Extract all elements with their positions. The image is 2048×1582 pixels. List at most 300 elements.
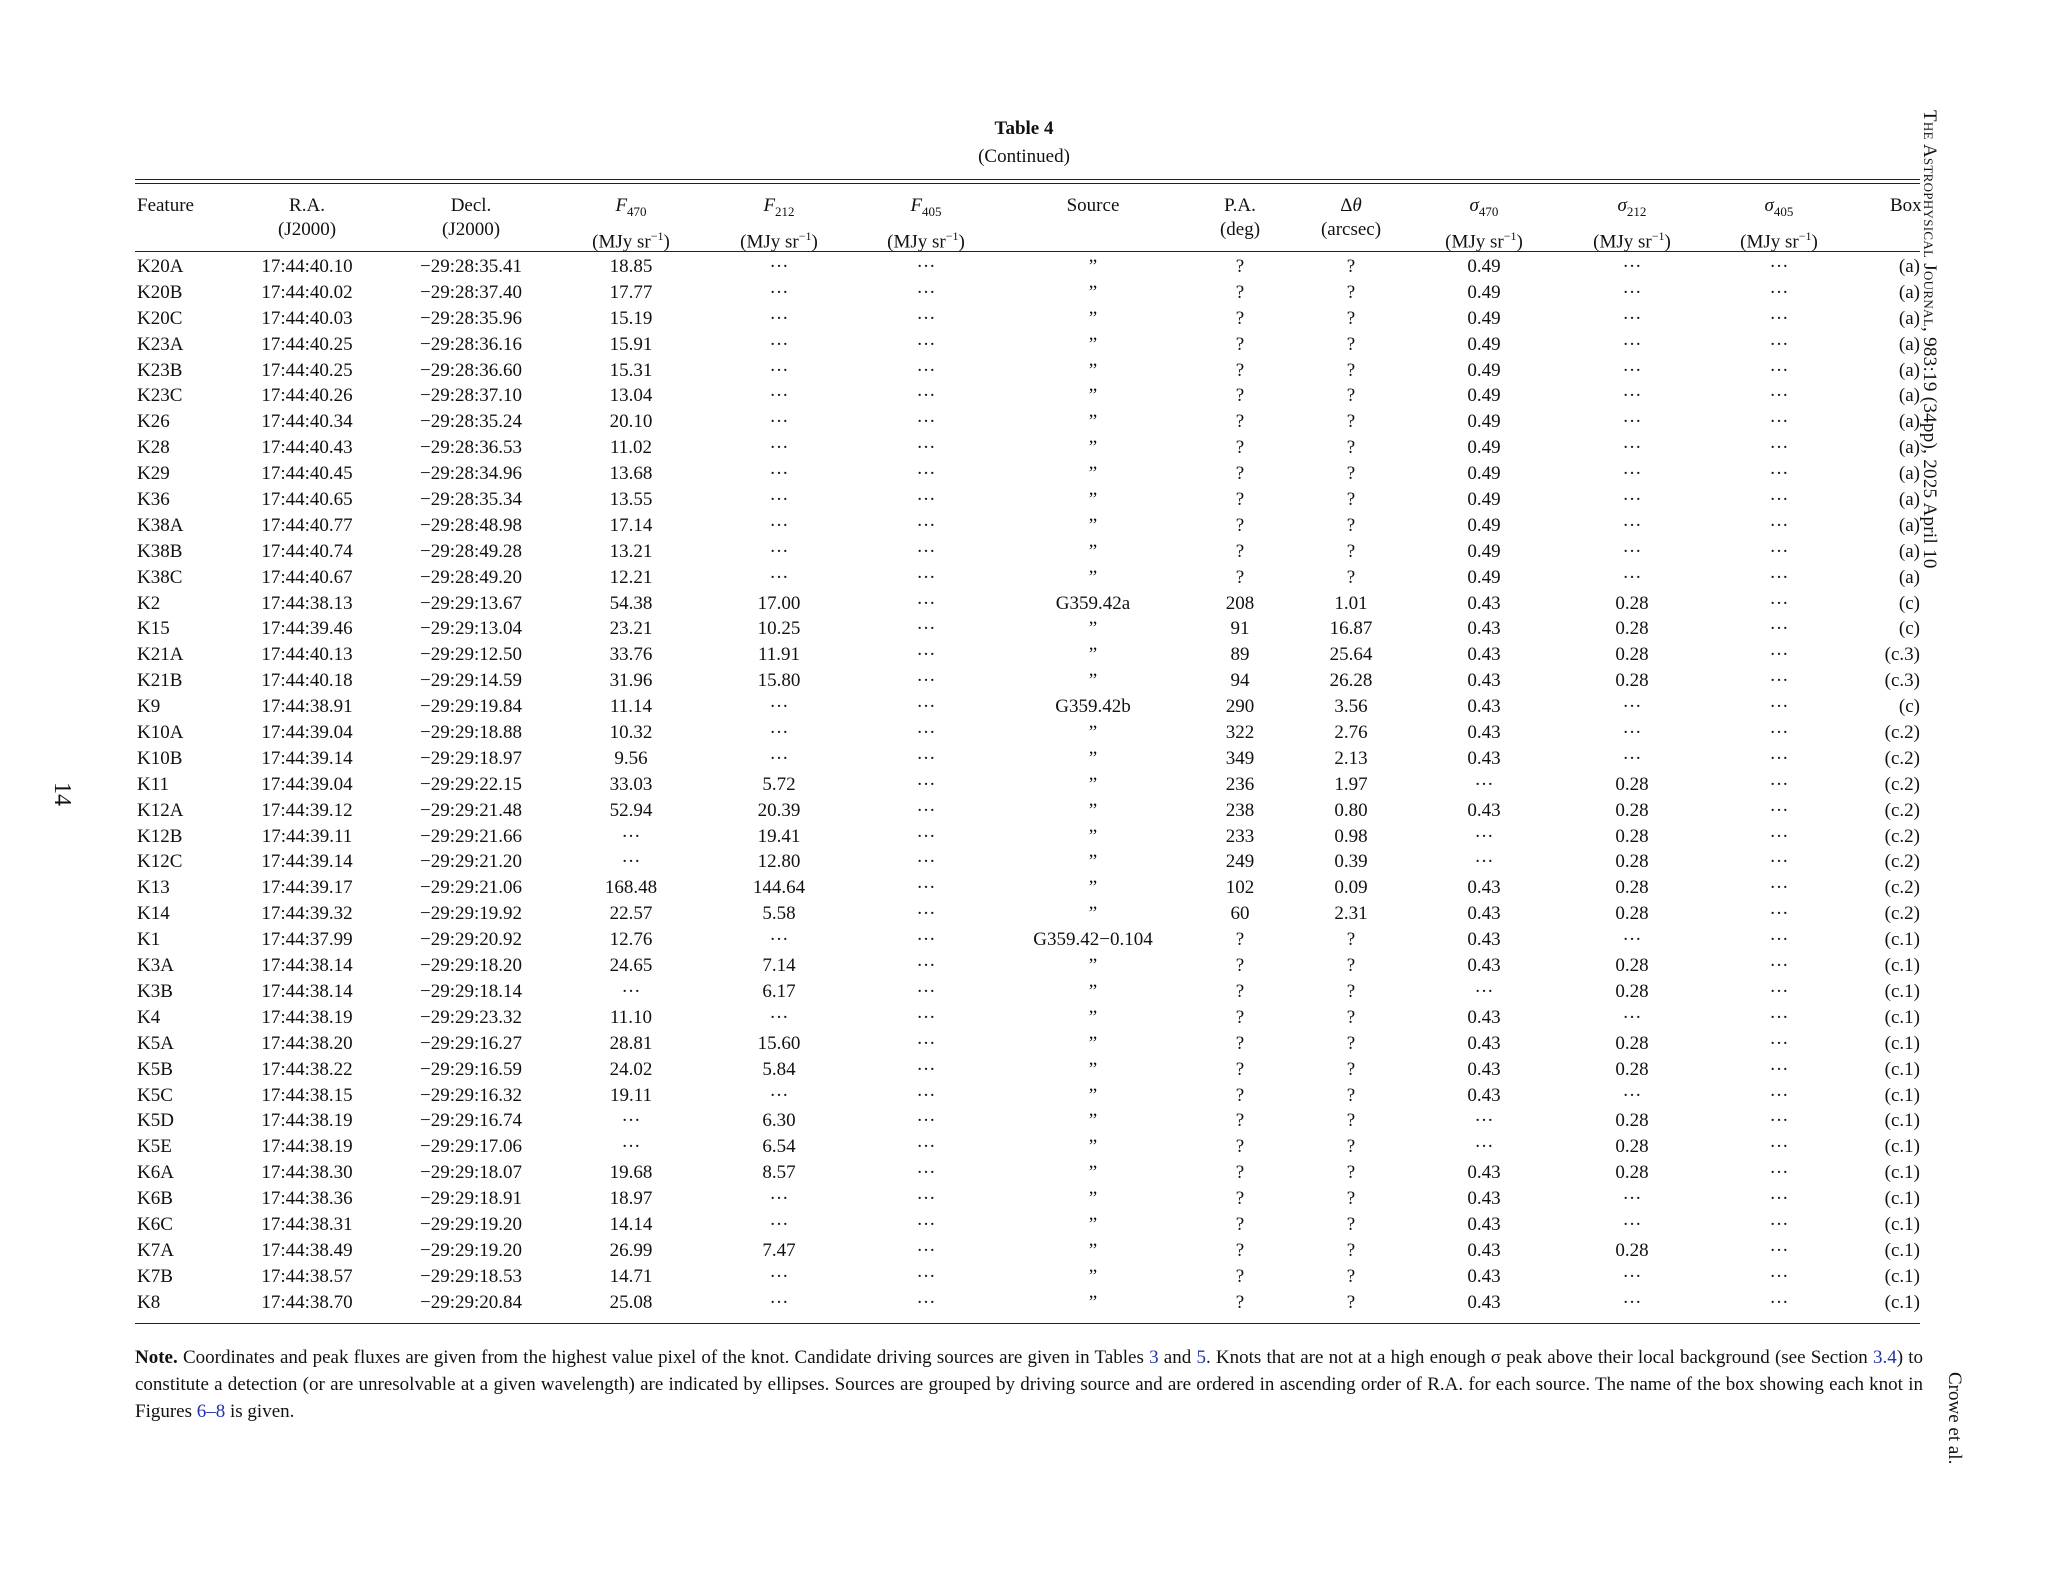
cell-box: (c.2) (1884, 877, 1920, 899)
cell-f470: 11.02 (609, 437, 653, 459)
cell-sigma470: 0.49 (1467, 256, 1501, 277)
cell-decl: −29:28:49.28 (419, 540, 523, 562)
cell-ra: 17:44:38.19 (261, 1110, 353, 1132)
cell-pa: ? (1235, 540, 1245, 562)
cell-f212: ··· (769, 1084, 789, 1106)
cell-pa: ? (1235, 1136, 1245, 1158)
cell-ra: 17:44:40.74 (261, 540, 353, 562)
cell-f470: 11.14 (609, 696, 653, 718)
cell-box: (c) (1898, 696, 1920, 718)
top-rule-2 (135, 183, 1920, 184)
table3-link[interactable]: 3 (1149, 1347, 1159, 1368)
table-row (0, 1031, 2048, 1057)
cell-f405: ··· (916, 955, 936, 977)
cell-box: (c.2) (1884, 825, 1920, 847)
cell-decl: −29:28:35.34 (419, 489, 523, 511)
cell-sigma405: ··· (1769, 307, 1789, 329)
cell-source: ” (1088, 980, 1098, 1002)
cell-decl: −29:29:17.06 (419, 1136, 523, 1158)
cell-sigma405: ··· (1769, 903, 1789, 925)
cell-pa: ? (1235, 489, 1245, 511)
cell-sigma212: ··· (1622, 1213, 1642, 1235)
header-sigma212: $\sigma_{212}$ (MJy $sr^{-1}$) (1593, 195, 1671, 253)
cell-sigma212: ··· (1622, 281, 1642, 303)
cell-sigma405: ··· (1769, 333, 1789, 355)
table5-link[interactable]: 5 (1196, 1347, 1206, 1368)
cell-pa: ? (1235, 281, 1245, 303)
header-rule (135, 251, 1920, 252)
cell-sigma470: 0.49 (1467, 385, 1501, 407)
cell-feature: K23A (137, 333, 184, 355)
cell-pa: ? (1235, 1213, 1245, 1235)
cell-ra: 17:44:40.45 (261, 463, 353, 485)
cell-decl: −29:29:18.97 (419, 747, 523, 769)
cell-source: ” (1088, 747, 1098, 769)
cell-f405: ··· (916, 929, 936, 951)
cell-f470: 168.48 (604, 877, 658, 899)
cell-sigma405: ··· (1769, 955, 1789, 977)
cell-sigma470: 0.49 (1467, 489, 1501, 511)
cell-pa: 91 (1230, 618, 1250, 640)
cell-f470: 33.76 (609, 644, 653, 666)
cell-sigma470: ··· (1474, 1110, 1494, 1132)
cell-sigma212: ··· (1622, 1188, 1642, 1210)
cell-pa: ? (1235, 955, 1245, 977)
cell-pa: ? (1235, 1162, 1245, 1184)
cell-source: ” (1088, 411, 1098, 433)
cell-sigma470: 0.43 (1467, 1162, 1501, 1184)
cell-dtheta: ? (1346, 359, 1356, 381)
table-title: Table 4 (994, 118, 1054, 139)
cell-dtheta: ? (1346, 307, 1356, 329)
cell-box: (c.1) (1884, 1084, 1920, 1106)
cell-dtheta: ? (1346, 566, 1356, 588)
cell-source: ” (1088, 618, 1098, 640)
cell-ra: 17:44:40.77 (261, 514, 353, 536)
cell-sigma405: ··· (1769, 1084, 1789, 1106)
cell-f405: ··· (916, 1213, 936, 1235)
cell-source: ” (1088, 825, 1098, 847)
cell-feature: K5C (137, 1084, 173, 1106)
cell-decl: −29:28:36.16 (419, 333, 523, 355)
cell-feature: K7A (137, 1239, 174, 1261)
bottom-rule (135, 1323, 1920, 1324)
cell-pa: 208 (1225, 592, 1255, 614)
table-row (0, 280, 2048, 306)
cell-f470: 22.57 (609, 903, 653, 925)
cell-decl: −29:28:48.98 (419, 514, 523, 536)
cell-feature: K10A (137, 722, 184, 744)
cell-sigma405: ··· (1769, 385, 1789, 407)
cell-f470: 13.68 (609, 463, 653, 485)
cell-box: (c.1) (1884, 1188, 1920, 1210)
cell-pa: ? (1235, 307, 1245, 329)
top-rule-1 (135, 179, 1920, 180)
header-f405: $F_{405}$ (MJy $sr^{-1}$) (887, 195, 965, 253)
cell-f470: 19.11 (609, 1084, 653, 1106)
cell-decl: −29:29:14.59 (419, 670, 523, 692)
cell-feature: K21A (137, 644, 184, 666)
cell-box: (c.1) (1884, 1239, 1920, 1261)
cell-box: (c.1) (1884, 929, 1920, 951)
cell-f405: ··· (916, 1084, 936, 1106)
cell-sigma212: ··· (1622, 463, 1642, 485)
cell-f405: ··· (916, 463, 936, 485)
cell-sigma405: ··· (1769, 1213, 1789, 1235)
cell-ra: 17:44:38.57 (261, 1265, 353, 1287)
cell-f212: 8.57 (762, 1162, 796, 1184)
header-feature: Feature (137, 195, 194, 216)
cell-source: ” (1088, 1136, 1098, 1158)
cell-sigma212: 0.28 (1615, 1136, 1649, 1158)
cell-ra: 17:44:40.43 (261, 437, 353, 459)
cell-decl: −29:29:20.92 (419, 929, 523, 951)
cell-box: (a) (1898, 281, 1920, 303)
cell-source: G359.42a (1055, 592, 1131, 614)
cell-f470: ··· (621, 1110, 641, 1132)
header-box: Box (1890, 195, 1922, 216)
cell-pa: 290 (1225, 696, 1255, 718)
cell-ra: 17:44:40.34 (261, 411, 353, 433)
cell-decl: −29:28:34.96 (419, 463, 523, 485)
cell-decl: −29:29:21.48 (419, 799, 523, 821)
cell-sigma212: 0.28 (1615, 1239, 1649, 1261)
cell-dtheta: ? (1346, 281, 1356, 303)
cell-f212: 15.80 (757, 670, 801, 692)
cell-pa: ? (1235, 333, 1245, 355)
cell-f212: ··· (769, 566, 789, 588)
cell-source: ” (1088, 566, 1098, 588)
cell-source: ” (1088, 1006, 1098, 1028)
cell-f212: 6.17 (762, 980, 796, 1002)
cell-sigma405: ··· (1769, 1110, 1789, 1132)
cell-feature: K6A (137, 1162, 174, 1184)
cell-f470: 15.31 (609, 359, 653, 381)
cell-f212: ··· (769, 1188, 789, 1210)
cell-f405: ··· (916, 1006, 936, 1028)
cell-feature: K15 (137, 618, 170, 640)
cell-source: ” (1088, 437, 1098, 459)
cell-sigma405: ··· (1769, 540, 1789, 562)
table-row (0, 1186, 2048, 1212)
table-row (0, 1264, 2048, 1290)
table-row (0, 435, 2048, 461)
cell-sigma470: 0.49 (1467, 437, 1501, 459)
cell-sigma470: 0.49 (1467, 333, 1501, 355)
cell-source: ” (1088, 773, 1098, 795)
cell-pa: ? (1235, 359, 1245, 381)
cell-f212: 19.41 (757, 825, 801, 847)
cell-feature: K3B (137, 980, 173, 1002)
cell-pa: 249 (1225, 851, 1255, 873)
citation: , 983:19 (34pp), 2025 April 10 (1919, 326, 1940, 569)
cell-sigma212: 0.28 (1615, 1110, 1649, 1132)
cell-dtheta: ? (1346, 955, 1356, 977)
cell-sigma470: 0.43 (1467, 722, 1501, 744)
cell-decl: −29:29:21.06 (419, 877, 523, 899)
figures-link[interactable]: 6–8 (196, 1401, 226, 1422)
cell-decl: −29:29:18.88 (419, 722, 523, 744)
cell-sigma405: ··· (1769, 489, 1789, 511)
cell-pa: ? (1235, 1291, 1245, 1313)
cell-feature: K5E (137, 1136, 172, 1158)
cell-sigma470: 0.49 (1467, 566, 1501, 588)
cell-f212: ··· (769, 256, 789, 277)
cell-f470: ··· (621, 980, 641, 1002)
cell-sigma405: ··· (1769, 696, 1789, 718)
cell-sigma212: ··· (1622, 333, 1642, 355)
cell-sigma212: ··· (1622, 1291, 1642, 1313)
cell-sigma470: 0.43 (1467, 1006, 1501, 1028)
cell-dtheta: ? (1346, 1213, 1356, 1235)
cell-ra: 17:44:40.26 (261, 385, 353, 407)
cell-f470: 9.56 (614, 747, 648, 769)
table-row (0, 1212, 2048, 1238)
table-row (0, 383, 2048, 409)
table-row (0, 953, 2048, 979)
cell-pa: 236 (1225, 773, 1255, 795)
cell-f212: ··· (769, 747, 789, 769)
table-row (0, 901, 2048, 927)
table-row (0, 539, 2048, 565)
cell-ra: 17:44:38.30 (261, 1162, 353, 1184)
cell-dtheta: 0.39 (1334, 851, 1368, 873)
cell-sigma212: ··· (1622, 540, 1642, 562)
header-dtheta: Δθ (arcsec) (1320, 195, 1382, 240)
cell-f405: ··· (916, 1058, 936, 1080)
cell-decl: −29:28:49.20 (419, 566, 523, 588)
cell-f212: 7.47 (762, 1239, 796, 1261)
cell-box: (c.2) (1884, 799, 1920, 821)
cell-sigma470: ··· (1474, 773, 1494, 795)
cell-f470: 14.14 (609, 1213, 653, 1235)
cell-feature: K3A (137, 955, 174, 977)
cell-f212: ··· (769, 359, 789, 381)
cell-f405: ··· (916, 722, 936, 744)
cell-dtheta: 26.28 (1329, 670, 1373, 692)
table-body (0, 254, 2048, 1316)
cell-f470: 19.68 (609, 1162, 653, 1184)
cell-f212: ··· (769, 385, 789, 407)
cell-box: (a) (1898, 385, 1920, 407)
cell-sigma212: 0.28 (1615, 980, 1649, 1002)
cell-pa: 322 (1225, 722, 1255, 744)
cell-f470: 17.77 (609, 281, 653, 303)
cell-sigma405: ··· (1769, 1006, 1789, 1028)
cell-sigma212: ··· (1622, 929, 1642, 951)
cell-sigma212: ··· (1622, 1265, 1642, 1287)
cell-box: (c.1) (1884, 1291, 1920, 1313)
cell-f212: 5.84 (762, 1058, 796, 1080)
header-sigma470: $\sigma_{470}$ (MJy $sr^{-1}$) (1445, 195, 1523, 253)
cell-ra: 17:44:39.14 (261, 747, 353, 769)
cell-decl: −29:29:19.20 (419, 1213, 523, 1235)
cell-dtheta: ? (1346, 437, 1356, 459)
cell-box: (c) (1898, 618, 1920, 640)
cell-feature: K2 (137, 592, 161, 614)
cell-decl: −29:28:37.10 (419, 385, 523, 407)
cell-source: ” (1088, 256, 1098, 277)
cell-feature: K1 (137, 929, 161, 951)
cell-f470: 25.08 (609, 1291, 653, 1313)
cell-f212: 7.14 (762, 955, 796, 977)
table-row (0, 616, 2048, 642)
cell-source: ” (1088, 385, 1098, 407)
cell-sigma405: ··· (1769, 1239, 1789, 1261)
cell-decl: −29:29:21.20 (419, 851, 523, 873)
table-subtitle: (Continued) (978, 146, 1070, 167)
cell-sigma212: 0.28 (1615, 773, 1649, 795)
cell-ra: 17:44:38.15 (261, 1084, 353, 1106)
cell-f470: 12.21 (609, 566, 653, 588)
cell-sigma212: ··· (1622, 747, 1642, 769)
cell-source: ” (1088, 489, 1098, 511)
cell-pa: ? (1235, 463, 1245, 485)
section-link[interactable]: 3.4 (1872, 1347, 1897, 1368)
cell-box: (c.1) (1884, 1136, 1920, 1158)
table-row (0, 979, 2048, 1005)
cell-f212: ··· (769, 929, 789, 951)
cell-f470: 33.03 (609, 773, 653, 795)
cell-dtheta: 2.13 (1334, 747, 1368, 769)
cell-sigma405: ··· (1769, 256, 1789, 277)
cell-feature: K12C (137, 851, 183, 873)
journal-name: The Astrophysical Journal (1919, 110, 1940, 327)
page-number: 14 (49, 782, 75, 806)
cell-f470: 10.32 (609, 722, 653, 744)
cell-box: (c.1) (1884, 1162, 1920, 1184)
cell-ra: 17:44:39.04 (261, 773, 353, 795)
cell-dtheta: ? (1346, 929, 1356, 951)
cell-pa: 94 (1230, 670, 1250, 692)
cell-dtheta: 0.09 (1334, 877, 1368, 899)
cell-pa: ? (1235, 1188, 1245, 1210)
cell-sigma405: ··· (1769, 825, 1789, 847)
cell-feature: K4 (137, 1006, 161, 1028)
cell-source: ” (1088, 644, 1098, 666)
cell-source: ” (1088, 799, 1098, 821)
cell-f405: ··· (916, 307, 936, 329)
cell-source: ” (1088, 1058, 1098, 1080)
cell-ra: 17:44:40.25 (261, 333, 353, 355)
cell-sigma470: 0.43 (1467, 644, 1501, 666)
cell-pa: ? (1235, 1058, 1245, 1080)
cell-sigma470: 0.43 (1467, 1032, 1501, 1054)
cell-f470: 13.04 (609, 385, 653, 407)
cell-box: (c.3) (1884, 644, 1920, 666)
cell-dtheta: ? (1346, 256, 1356, 277)
cell-f405: ··· (916, 747, 936, 769)
cell-decl: −29:29:13.04 (419, 618, 523, 640)
cell-feature: K10B (137, 747, 183, 769)
cell-sigma405: ··· (1769, 644, 1789, 666)
cell-decl: −29:28:35.24 (419, 411, 523, 433)
cell-feature: K9 (137, 696, 161, 718)
cell-f405: ··· (916, 903, 936, 925)
cell-f405: ··· (916, 411, 936, 433)
cell-dtheta: ? (1346, 385, 1356, 407)
cell-source: ” (1088, 1188, 1098, 1210)
cell-f405: ··· (916, 825, 936, 847)
cell-pa: ? (1235, 566, 1245, 588)
running-authors: Crowe et al. (1944, 1372, 1965, 1465)
cell-source: ” (1088, 540, 1098, 562)
cell-sigma405: ··· (1769, 929, 1789, 951)
cell-f212: ··· (769, 411, 789, 433)
cell-f212: 20.39 (757, 799, 801, 821)
cell-feature: K6C (137, 1213, 173, 1235)
cell-f212: 15.60 (757, 1032, 801, 1054)
cell-source: ” (1088, 1213, 1098, 1235)
cell-box: (c.3) (1884, 670, 1920, 692)
cell-ra: 17:44:38.36 (261, 1188, 353, 1210)
cell-source: ” (1088, 955, 1098, 977)
cell-f212: 5.58 (762, 903, 796, 925)
cell-feature: K11 (137, 773, 170, 795)
cell-pa: 89 (1230, 644, 1250, 666)
cell-dtheta: 0.98 (1334, 825, 1368, 847)
cell-ra: 17:44:38.91 (261, 696, 353, 718)
cell-f405: ··· (916, 385, 936, 407)
cell-box: (c.1) (1884, 1032, 1920, 1054)
cell-f470: 24.02 (609, 1058, 653, 1080)
cell-pa: ? (1235, 1006, 1245, 1028)
cell-f212: ··· (769, 437, 789, 459)
cell-dtheta: ? (1346, 489, 1356, 511)
cell-sigma405: ··· (1769, 281, 1789, 303)
cell-box: (a) (1898, 333, 1920, 355)
table-row (0, 1134, 2048, 1160)
cell-sigma405: ··· (1769, 851, 1789, 873)
cell-source: ” (1088, 877, 1098, 899)
cell-f405: ··· (916, 1136, 936, 1158)
cell-box: (c.1) (1884, 1006, 1920, 1028)
table-row (0, 1160, 2048, 1186)
table-row (0, 1108, 2048, 1134)
cell-sigma470: 0.43 (1467, 1291, 1501, 1313)
cell-decl: −29:29:23.32 (419, 1006, 523, 1028)
cell-sigma405: ··· (1769, 359, 1789, 381)
cell-sigma470: 0.49 (1467, 411, 1501, 433)
cell-dtheta: ? (1346, 540, 1356, 562)
cell-ra: 17:44:38.20 (261, 1032, 353, 1054)
cell-f212: 10.25 (757, 618, 801, 640)
cell-feature: K6B (137, 1188, 173, 1210)
cell-f212: ··· (769, 307, 789, 329)
cell-box: (c) (1898, 592, 1920, 614)
cell-box: (c.1) (1884, 980, 1920, 1002)
cell-sigma470: ··· (1474, 980, 1494, 1002)
cell-f470: 28.81 (609, 1032, 653, 1054)
cell-pa: ? (1235, 1110, 1245, 1132)
cell-dtheta: ? (1346, 1239, 1356, 1261)
cell-sigma405: ··· (1769, 1291, 1789, 1313)
cell-sigma212: 0.28 (1615, 1162, 1649, 1184)
cell-pa: 238 (1225, 799, 1255, 821)
cell-box: (c.2) (1884, 903, 1920, 925)
header-source: Source (1066, 195, 1120, 216)
cell-box: (c.2) (1884, 722, 1920, 744)
cell-ra: 17:44:39.11 (261, 825, 353, 847)
cell-box: (c.1) (1884, 1058, 1920, 1080)
cell-source: ” (1088, 1032, 1098, 1054)
cell-dtheta: ? (1346, 1032, 1356, 1054)
cell-pa: ? (1235, 1084, 1245, 1106)
cell-f470: 31.96 (609, 670, 653, 692)
cell-f470: 15.19 (609, 307, 653, 329)
cell-f470: 13.55 (609, 489, 653, 511)
cell-sigma470: 0.43 (1467, 1213, 1501, 1235)
